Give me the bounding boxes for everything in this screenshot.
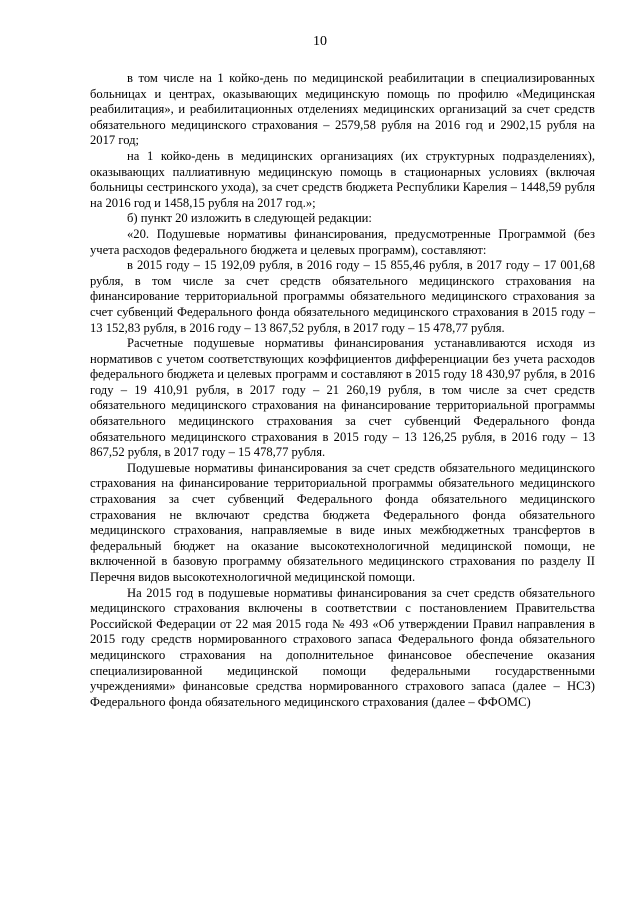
paragraph-point-20-intro: «20. Подушевые нормативы финансирования, предусмотренные Программой (без учета расходов федерального бюджета и целевых программ), составляют: — [90, 226, 595, 257]
document-body — [90, 71, 595, 710]
paragraph-amendment-point-20: б) пункт 20 изложить в следующей редакции: — [127, 211, 372, 226]
paragraph-rehabilitation-rate: в том числе на 1 койко-день по медицинской реабилитации в специализированных больницах и центрах, оказывающих медицинскую помощь по профилю «Медицинская реабилитация», и реабилитационных отделениях медицинских организаций за счет средств обязательного медицинского страхования – 2579,58 рубля на 2016 год и 2902,15 рубля на 2017 год; — [90, 71, 595, 148]
page-number: 10 — [313, 34, 327, 49]
paragraph-2015-nsz: На 2015 год в подушевые нормативы финансирования за счет средств обязательного медицинского страхования включены в соответствии с постановлением Правительства Российской Федерации от 22 мая 2015 года № 493 «Об утверждении Правил направления в 2015 году средств нормированного страхового запаса Федерального фонда обязательного медицинского страхования на дополнительное финансовое обеспечение оказания специализированной медицинской помощи федеральными государственными учреждениями» финансовые средства нормированного страхового запаса (далее – НСЗ) Федерального фонда обязательного медицинского страхования (далее – ФФОМС) — [90, 585, 595, 709]
paragraph-calculated-norms: Расчетные подушевые нормативы финансирования устанавливаются исходя из нормативов с учетом соответствующих коэффициентов дифференциации без учета расходов федерального бюджета и целевых программ и составляют в 2015 году 18 430,97 рубля, в 2016 году – 19 410,91 рубля, в 2017 году – 21 260,19 рубля, в том числе за счет средств обязательного медицинского страхования на финансирование территориальной программы обязательного медицинского страхования за счет субвенций Федерального фонда обязательного медицинского страхования в 2015 году – 13 126,25 рубля, в 2016 году – 13 867,52 рубля, в 2017 году – 15 478,77 рубля. — [90, 336, 595, 460]
paragraph-exclusions: Подушевые нормативы финансирования за счет средств обязательного медицинского страхования на финансирование территориальной программы обязательного медицинского страхования за счет субвенций Федерального фонда обязательного медицинского страхования не включают средства бюджета Федерального фонда обязательного медицинского страхования, направляемые в виде иных межбюджетных трансфертов в федеральный бюджет на оказание высокотехнологичной медицинской помощи, не включенной в базовую программу обязательного медицинского страхования по разделу II Перечня видов высокотехнологичной медицинской помощи. — [90, 460, 595, 584]
paragraph-palliative-rate: на 1 койко-день в медицинских организациях (их структурных подразделениях), оказывающих паллиативную медицинскую помощь в стационарных условиях (включая больницы сестринского ухода), за счет средств бюджета Республики Карелия – 1448,59 рубля на 2016 год и 1458,15 рубля на 2017 год.»; — [90, 148, 595, 210]
paragraph-per-capita-norms: в 2015 году – 15 192,09 рубля, в 2016 году – 15 855,46 рубля, в 2017 году – 17 001,68 рубля, в том числе за счет средств обязательного медицинского страхования на финансирование территориальной программы обязательного медицинского страхования за счет субвенций Федерального фонда обязательного медицинского страхования в 2015 году – 13 152,83 рубля, в 2016 году – 13 867,52 рубля, в 2017 году – 15 478,77 рубля. — [90, 258, 595, 335]
